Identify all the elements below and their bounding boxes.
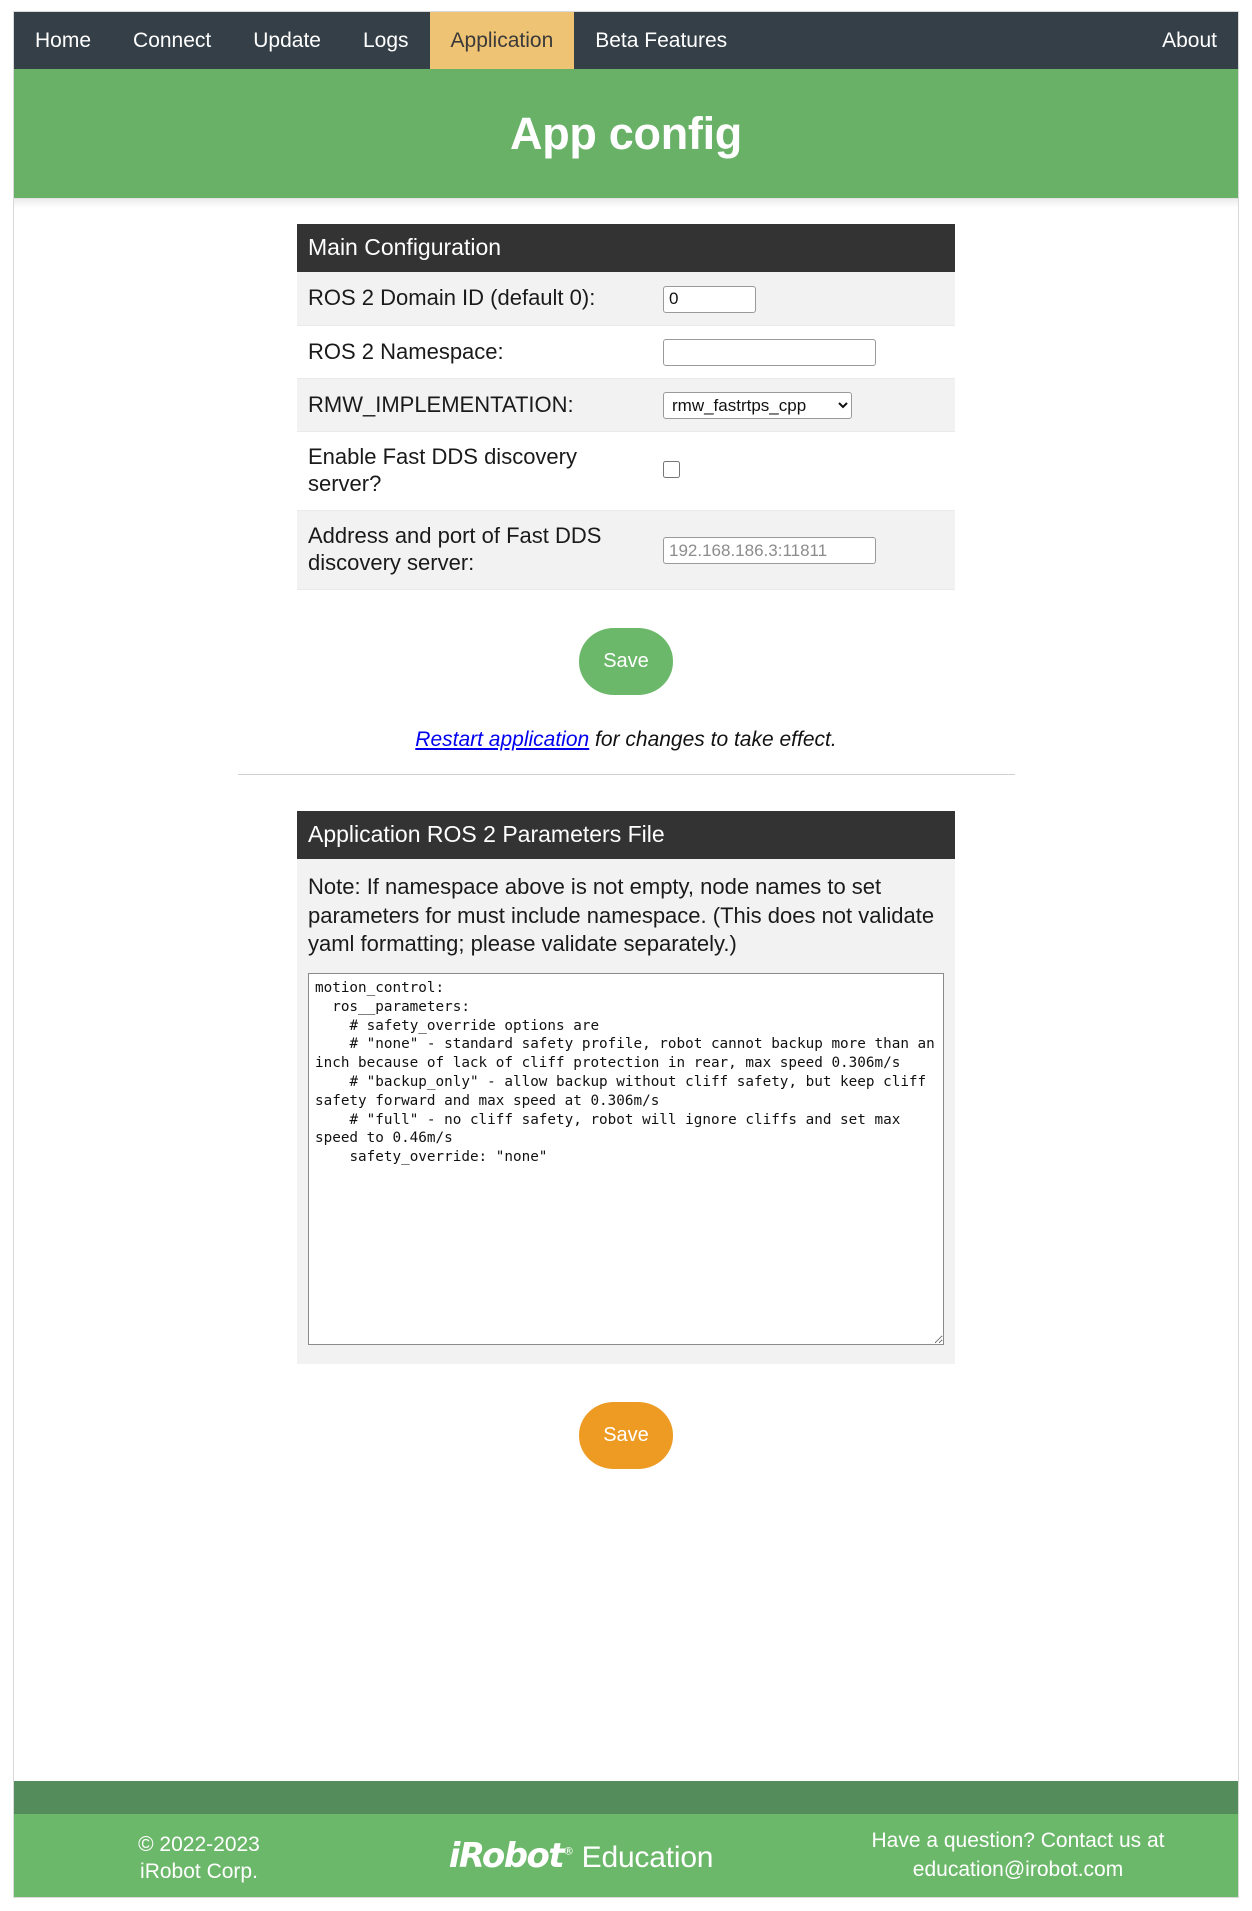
- domain-id-input[interactable]: [663, 286, 756, 313]
- label-namespace: ROS 2 Namespace:: [297, 325, 652, 379]
- params-file-textarea[interactable]: [308, 973, 944, 1345]
- field-domain-id: [652, 272, 955, 325]
- label-rmw-implementation: RMW_IMPLEMENTATION:: [297, 379, 652, 432]
- label-enable-discovery-server: Enable Fast DDS discovery server?: [297, 432, 652, 511]
- footer-copyright-line2: iRobot Corp.: [140, 1859, 258, 1883]
- education-wordmark: Education: [581, 1840, 714, 1874]
- footer-main-bar: [14, 1814, 1238, 1897]
- irobot-wordmark: [449, 1836, 573, 1876]
- main-configuration-table: [297, 272, 955, 589]
- irobot-wordmark-text: iRobot: [448, 1835, 564, 1876]
- footer-copyright-line1: © 2022-2023: [138, 1833, 260, 1857]
- footer-copyright: [14, 1826, 344, 1885]
- table-row-domain-id: [297, 272, 955, 325]
- main-configuration-panel: [297, 224, 955, 752]
- section-divider: [238, 774, 1015, 775]
- label-discovery-server-address: Address and port of Fast DDS discovery server:: [297, 511, 652, 590]
- footer-top-bar: [14, 1781, 1238, 1814]
- namespace-input[interactable]: [663, 339, 876, 366]
- nav-item-beta-features[interactable]: Beta Features: [595, 29, 728, 52]
- footer-contact: [818, 1827, 1238, 1884]
- main-configuration-header: Main Configuration: [297, 224, 955, 272]
- label-domain-id: ROS 2 Domain ID (default 0):: [297, 272, 652, 325]
- restart-notice-text: for changes to take effect.: [589, 727, 837, 751]
- nav-spacer: [748, 12, 1141, 69]
- params-file-header: Application ROS 2 Parameters File: [297, 811, 955, 859]
- banner-shadow: [14, 199, 1238, 208]
- nav-item-update[interactable]: Update: [253, 29, 321, 52]
- page-banner: [14, 69, 1238, 199]
- nav-item-home[interactable]: Home: [35, 29, 92, 52]
- footer-contact-line2: education@irobot.com: [912, 1857, 1124, 1881]
- table-row-enable-discovery-server: [297, 432, 955, 511]
- params-file-save-row: [297, 1402, 955, 1469]
- table-row-rmw-implementation: [297, 379, 955, 432]
- nav-item-about[interactable]: About: [1162, 29, 1217, 52]
- nav-item-connect[interactable]: Connect: [133, 29, 212, 52]
- save-main-config-button[interactable]: Save: [579, 628, 673, 695]
- footer-contact-line1: Have a question? Contact us at: [871, 1829, 1165, 1853]
- page-title: App config: [510, 107, 742, 159]
- restart-application-link[interactable]: Restart application: [415, 727, 590, 751]
- params-file-note: Note: If namespace above is not empty, node names to set parameters for must include namespace. (This does not validate yaml formatting; please validate separately.): [308, 874, 935, 957]
- rmw-implementation-select[interactable]: [663, 392, 852, 419]
- main-config-save-row: [297, 628, 955, 695]
- field-rmw-implementation: [652, 379, 955, 432]
- save-params-file-button[interactable]: Save: [579, 1402, 673, 1469]
- registered-trademark-icon: ®: [563, 1844, 573, 1858]
- nav-item-logs[interactable]: Logs: [362, 29, 409, 52]
- nav-item-application[interactable]: Application: [430, 12, 575, 69]
- discovery-server-address-input[interactable]: [663, 537, 876, 564]
- field-enable-discovery-server: [652, 432, 955, 511]
- irobot-education-logo: [449, 1836, 714, 1876]
- page-root: [14, 12, 1238, 1897]
- main-navbar: [14, 12, 1238, 69]
- footer-logo-area: [344, 1836, 818, 1876]
- params-file-note-box: [297, 859, 955, 967]
- field-discovery-server-address: [652, 511, 955, 590]
- params-file-panel: [297, 811, 955, 1469]
- page-footer: [14, 1781, 1238, 1897]
- enable-discovery-server-checkbox[interactable]: [663, 461, 680, 478]
- table-row-discovery-server-address: [297, 511, 955, 590]
- params-file-textarea-wrap: [297, 967, 955, 1364]
- restart-notice: [297, 728, 955, 752]
- field-namespace: [652, 325, 955, 379]
- table-row-namespace: [297, 325, 955, 379]
- page-content: [14, 208, 1238, 1469]
